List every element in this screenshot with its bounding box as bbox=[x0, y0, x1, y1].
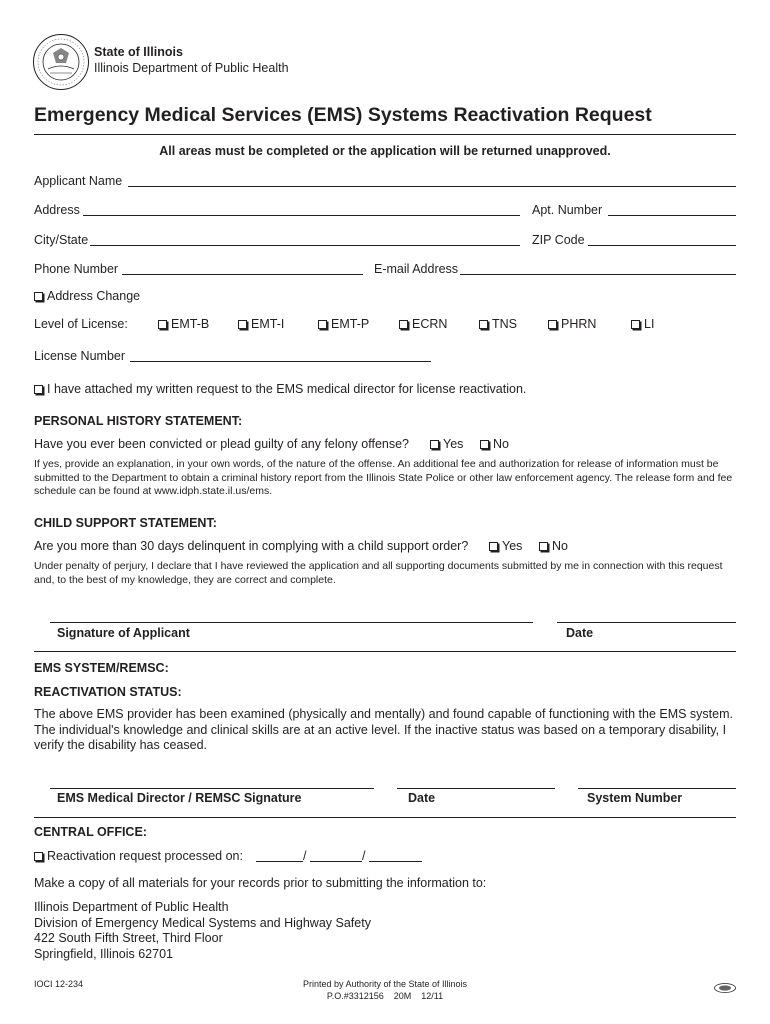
purchase-order: P.O.#3312156 20M 12/11 bbox=[326, 991, 444, 1001]
applicant-name-field[interactable] bbox=[128, 186, 736, 187]
ems-system-heading: EMS SYSTEM/REMSC: bbox=[34, 661, 169, 675]
license-option-label: ECRN bbox=[412, 317, 448, 331]
license-option-li[interactable] bbox=[631, 317, 654, 332]
level-of-license-label: Level of License: bbox=[34, 317, 128, 331]
license-option-label: LI bbox=[644, 317, 655, 331]
child-support-yes-checkbox[interactable] bbox=[489, 542, 498, 551]
processed-checkbox[interactable] bbox=[34, 852, 43, 861]
license-checkbox[interactable] bbox=[399, 320, 408, 329]
union-label-icon bbox=[714, 980, 736, 990]
processed-day-field[interactable] bbox=[310, 861, 362, 862]
attached-request-label: I have attached my written request to the EMS medical director for license reactivation. bbox=[47, 382, 527, 396]
felony-yes-checkbox[interactable] bbox=[430, 440, 439, 449]
printed-by: Printed by Authority of the State of Illinois bbox=[302, 979, 468, 989]
attached-request-checkbox[interactable] bbox=[34, 385, 43, 394]
license-option-label: EMT-I bbox=[251, 317, 285, 331]
license-option-emt-i[interactable] bbox=[238, 317, 284, 332]
license-option-tns[interactable] bbox=[479, 317, 517, 332]
license-number-field[interactable] bbox=[130, 361, 431, 362]
applicant-date-field[interactable] bbox=[557, 622, 736, 623]
address-change-label: Address Change bbox=[47, 289, 141, 303]
reactivation-status-heading: REACTIVATION STATUS: bbox=[34, 685, 182, 699]
processed-option[interactable] bbox=[34, 849, 243, 864]
email-address-field[interactable] bbox=[460, 274, 736, 275]
license-option-label: EMT-P bbox=[331, 317, 370, 331]
felony-no-option[interactable] bbox=[480, 437, 509, 452]
felony-yes-label: Yes bbox=[443, 437, 464, 451]
department-name: Illinois Department of Public Health bbox=[94, 61, 289, 75]
phone-number-field[interactable] bbox=[122, 274, 363, 275]
license-option-label: PHRN bbox=[561, 317, 597, 331]
zip-code-label: ZIP Code bbox=[532, 233, 585, 247]
mailing-address-line: Illinois Department of Public Health bbox=[34, 900, 229, 914]
personal-history-heading: PERSONAL HISTORY STATEMENT: bbox=[34, 414, 243, 428]
license-checkbox[interactable] bbox=[318, 320, 327, 329]
felony-yes-option[interactable] bbox=[430, 437, 463, 452]
license-checkbox[interactable] bbox=[238, 320, 247, 329]
license-checkbox[interactable] bbox=[548, 320, 557, 329]
license-number-label: License Number bbox=[34, 349, 126, 363]
city-state-field[interactable] bbox=[90, 245, 520, 246]
license-option-label: EMT-B bbox=[171, 317, 210, 331]
processed-label: Reactivation request processed on: bbox=[47, 849, 243, 863]
phone-number-label: Phone Number bbox=[34, 262, 119, 276]
section-rule bbox=[34, 817, 736, 818]
central-office-heading: CENTRAL OFFICE: bbox=[34, 825, 147, 839]
child-support-question: Are you more than 30 days delinquent in complying with a child support order? bbox=[34, 539, 469, 553]
illinois-state-seal-icon bbox=[32, 33, 90, 91]
title-rule bbox=[34, 134, 736, 135]
child-support-no-option[interactable] bbox=[539, 539, 568, 554]
director-date-field[interactable] bbox=[397, 788, 555, 789]
mailing-address-line: Division of Emergency Medical Systems and Highway Safety bbox=[34, 916, 371, 930]
processed-month-field[interactable] bbox=[256, 861, 303, 862]
license-option-phrn[interactable] bbox=[548, 317, 596, 332]
director-signature-field[interactable] bbox=[50, 788, 374, 789]
applicant-name-label: Applicant Name bbox=[34, 174, 123, 188]
felony-question: Have you ever been convicted or plead guilty of any felony offense? bbox=[34, 437, 410, 451]
mailing-address-line: 422 South Fifth Street, Third Floor bbox=[34, 931, 223, 945]
form-id: IOCI 12-234 bbox=[34, 979, 84, 989]
felony-no-label: No bbox=[493, 437, 509, 451]
child-support-no-checkbox[interactable] bbox=[539, 542, 548, 551]
reactivation-statement: The above EMS provider has been examined (physically and mentally) and found capable of functioning with the EMS system. The individual's knowledge and clinical skills are at an active level. If the inactive status was based on a temporary disability, I verify the disability has ceased. bbox=[34, 707, 733, 752]
address-field[interactable] bbox=[83, 215, 520, 216]
apt-number-label: Apt. Number bbox=[532, 203, 603, 217]
child-support-heading: CHILD SUPPORT STATEMENT: bbox=[34, 516, 217, 530]
completion-notice: All areas must be completed or the application will be returned unapproved. bbox=[159, 144, 611, 158]
director-date-label: Date bbox=[408, 791, 436, 805]
felony-no-checkbox[interactable] bbox=[480, 440, 489, 449]
license-option-emt-p[interactable] bbox=[318, 317, 369, 332]
apt-number-field[interactable] bbox=[608, 215, 736, 216]
address-change-checkbox[interactable] bbox=[34, 292, 43, 301]
mailing-address-line: Springfield, Illinois 62701 bbox=[34, 947, 173, 961]
license-checkbox[interactable] bbox=[158, 320, 167, 329]
system-number-label: System Number bbox=[587, 791, 683, 805]
processed-year-field[interactable] bbox=[369, 861, 422, 862]
license-option-ecrn[interactable] bbox=[399, 317, 447, 332]
director-signature-label: EMS Medical Director / REMSC Signature bbox=[57, 791, 302, 805]
date-slash: / bbox=[303, 849, 307, 863]
child-support-yes-label: Yes bbox=[502, 539, 523, 553]
address-change-option[interactable] bbox=[34, 289, 140, 304]
applicant-signature-field[interactable] bbox=[50, 622, 533, 623]
license-option-label: TNS bbox=[492, 317, 517, 331]
child-support-yes-option[interactable] bbox=[489, 539, 522, 554]
section-rule bbox=[34, 651, 736, 652]
copy-note: Make a copy of all materials for your records prior to submitting the information to: bbox=[34, 876, 487, 890]
city-state-label: City/State bbox=[34, 233, 89, 247]
license-checkbox[interactable] bbox=[479, 320, 488, 329]
license-checkbox[interactable] bbox=[631, 320, 640, 329]
perjury-statement: Under penalty of perjury, I declare that I have reviewed the application and all supporting documents submitted by me in connection with this request and, to the best of my knowledge, they are correct and complete. bbox=[34, 560, 723, 586]
form-title: Emergency Medical Services (EMS) Systems Reactivation Request bbox=[34, 104, 652, 126]
date-slash: / bbox=[362, 849, 366, 863]
felony-explanation: If yes, provide an explanation, in your own words, of the nature of the offense. An additional fee and authorization for release of information must be submitted to the Department to obtain a criminal history report from the Illinois State Police or other law enforcement agency. The release form and fee schedule can be found at www.idph.state.il.us/ems. bbox=[34, 458, 733, 497]
address-label: Address bbox=[34, 203, 80, 217]
applicant-signature-label: Signature of Applicant bbox=[57, 626, 190, 640]
child-support-no-label: No bbox=[552, 539, 568, 553]
system-number-field[interactable] bbox=[578, 788, 736, 789]
license-option-emt-b[interactable] bbox=[158, 317, 209, 332]
applicant-date-label: Date bbox=[566, 626, 594, 640]
state-name: State of Illinois bbox=[94, 45, 183, 59]
zip-code-field[interactable] bbox=[588, 245, 736, 246]
email-address-label: E-mail Address bbox=[374, 262, 459, 276]
attached-request-option[interactable] bbox=[34, 382, 526, 397]
